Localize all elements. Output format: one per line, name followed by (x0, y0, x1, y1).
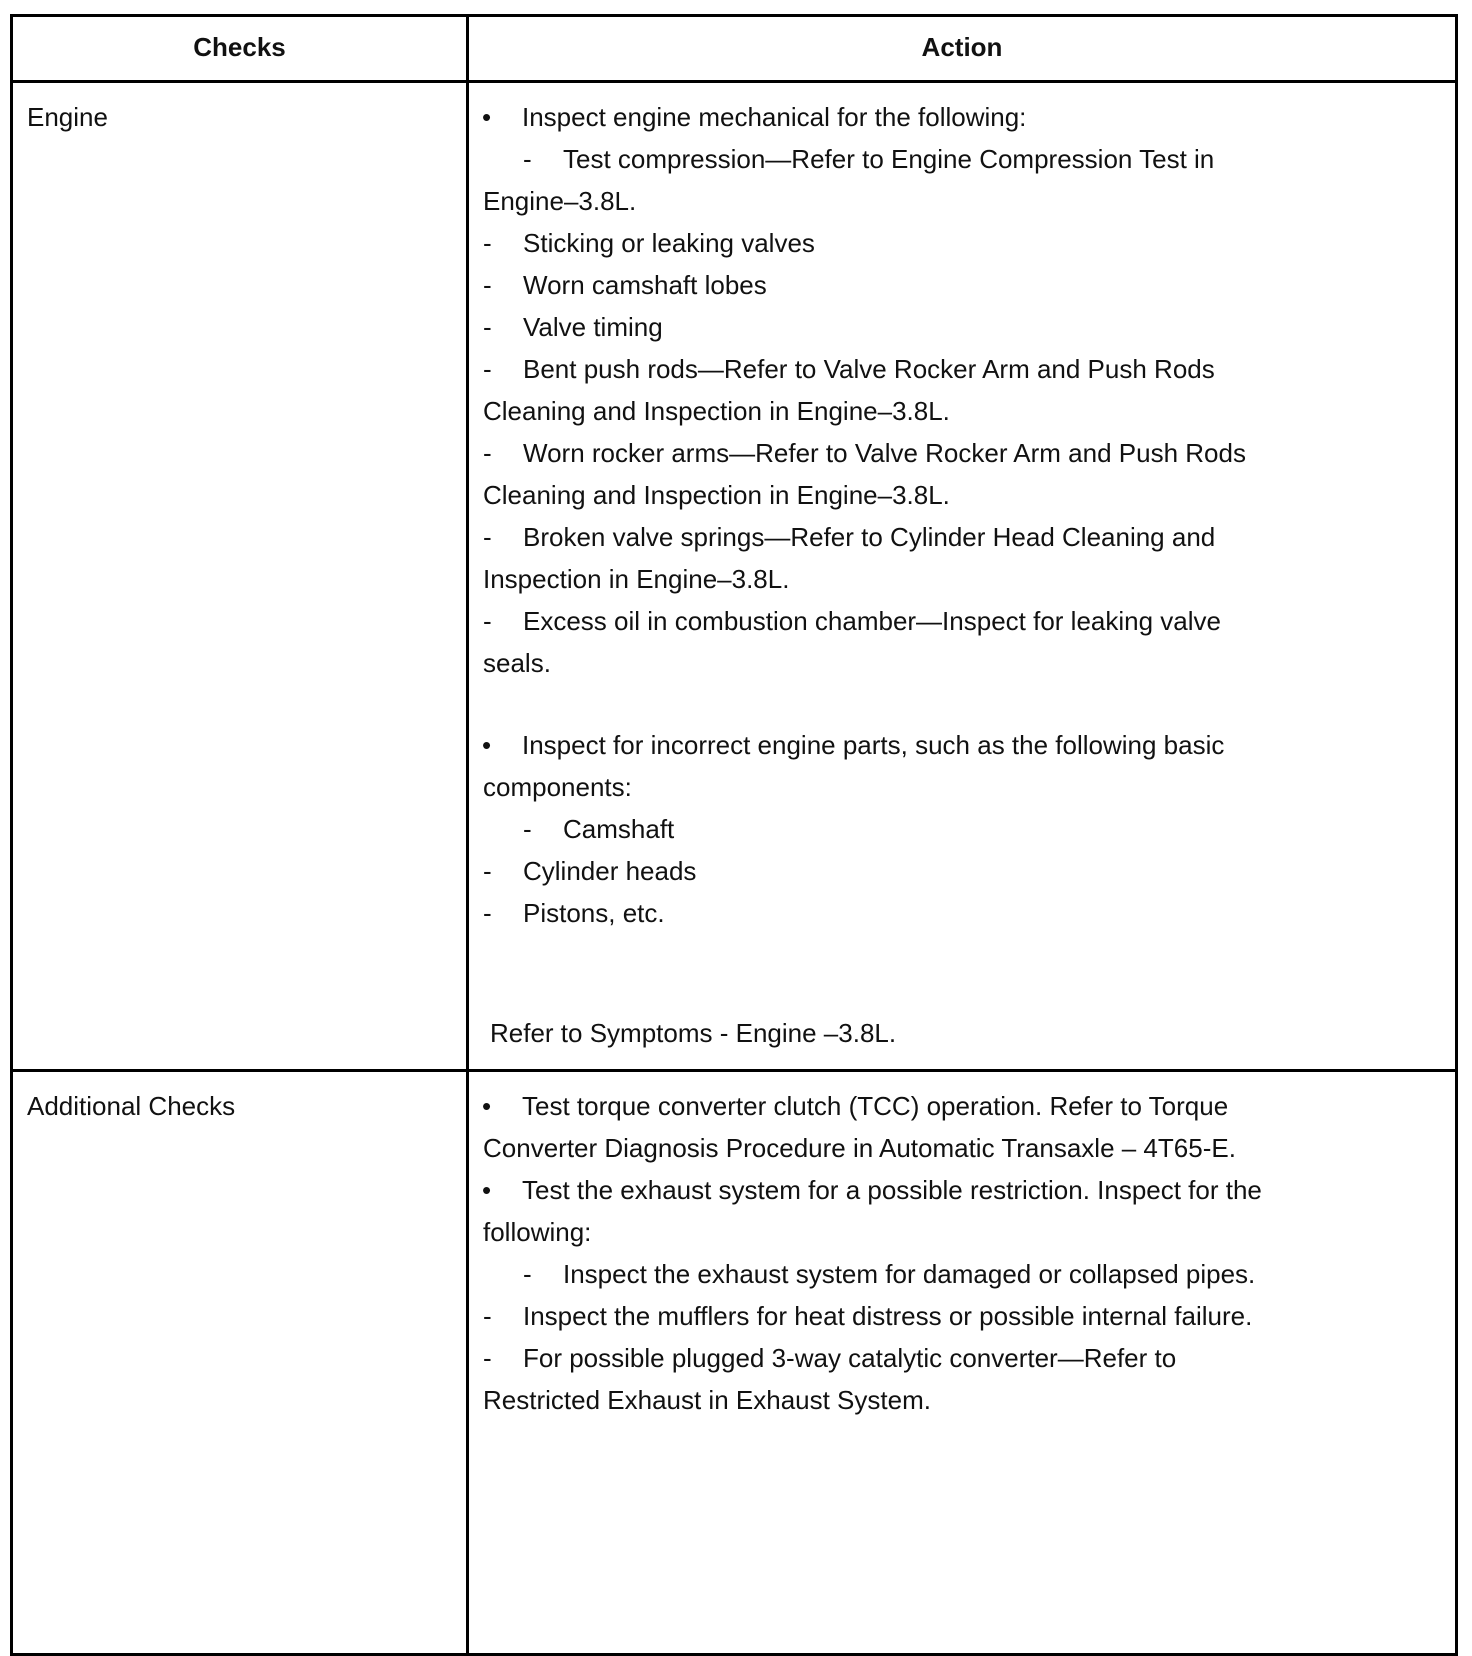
action-line: Refer to Symptoms - Engine –3.8L. (490, 1018, 897, 1048)
action-line: components: (483, 772, 632, 802)
action-line: Restricted Exhaust in Exhaust System. (483, 1385, 931, 1415)
bullet-marker: • (482, 730, 492, 760)
action-line: Inspect for incorrect engine parts, such as the following basic (522, 730, 1225, 760)
dash-marker: - (483, 856, 492, 886)
action-line: Test the exhaust system for a possible restriction. Inspect for the (522, 1175, 1262, 1205)
check-additional: Additional Checks (27, 1091, 236, 1121)
column-divider (466, 14, 469, 1656)
action-line: Inspect the exhaust system for damaged or collapsed pipes. (563, 1259, 1256, 1289)
action-line: Sticking or leaking valves (523, 228, 815, 258)
dash-marker: - (523, 1259, 532, 1289)
check-engine: Engine (27, 102, 108, 132)
table-border-top (10, 14, 1458, 17)
header-divider (10, 80, 1458, 83)
action-line: following: (483, 1217, 592, 1247)
bullet-marker: • (482, 102, 492, 132)
dash-marker: - (483, 270, 492, 300)
dash-marker: - (483, 606, 492, 636)
dash-marker: - (483, 354, 492, 384)
action-line: Engine–3.8L. (483, 186, 637, 216)
row-divider (10, 1069, 1458, 1072)
header-checks: Checks (193, 32, 286, 62)
action-line: Camshaft (563, 814, 675, 844)
action-line: Cleaning and Inspection in Engine–3.8L. (483, 396, 950, 426)
action-line: Cleaning and Inspection in Engine–3.8L. (483, 480, 950, 510)
action-line: seals. (483, 648, 551, 678)
action-line: Worn rocker arms—Refer to Valve Rocker Arm and Push Rods (523, 438, 1246, 468)
action-line: Cylinder heads (523, 856, 697, 886)
action-line: Excess oil in combustion chamber—Inspect for leaking valve (523, 606, 1221, 636)
dash-marker: - (483, 1343, 492, 1373)
table-border-right (1455, 14, 1458, 1656)
action-line: Test torque converter clutch (TCC) operation. Refer to Torque (522, 1091, 1229, 1121)
action-line: Valve timing (523, 312, 663, 342)
action-line: Inspection in Engine–3.8L. (483, 564, 790, 594)
dash-marker: - (483, 438, 492, 468)
bullet-marker: • (482, 1091, 492, 1121)
dash-marker: - (483, 228, 492, 258)
action-line: Test compression—Refer to Engine Compression Test in (563, 144, 1215, 174)
dash-marker: - (483, 522, 492, 552)
dash-marker: - (483, 312, 492, 342)
bullet-marker: • (482, 1175, 492, 1205)
dash-marker: - (523, 144, 532, 174)
action-line: Inspect engine mechanical for the following: (522, 102, 1027, 132)
dash-marker: - (483, 1301, 492, 1331)
action-line: Worn camshaft lobes (523, 270, 767, 300)
header-action: Action (921, 32, 1003, 62)
dash-marker: - (523, 814, 532, 844)
action-line: For possible plugged 3-way catalytic converter—Refer to (523, 1343, 1177, 1373)
table-border-left (10, 14, 13, 1656)
action-line: Converter Diagnosis Procedure in Automatic Transaxle – 4T65-E. (483, 1133, 1236, 1163)
action-line: Inspect the mufflers for heat distress or possible internal failure. (523, 1301, 1253, 1331)
action-line: Bent push rods—Refer to Valve Rocker Arm and Push Rods (523, 354, 1215, 384)
action-line: Broken valve springs—Refer to Cylinder Head Cleaning and (523, 522, 1216, 552)
dash-marker: - (483, 898, 492, 928)
action-line: Pistons, etc. (523, 898, 665, 928)
